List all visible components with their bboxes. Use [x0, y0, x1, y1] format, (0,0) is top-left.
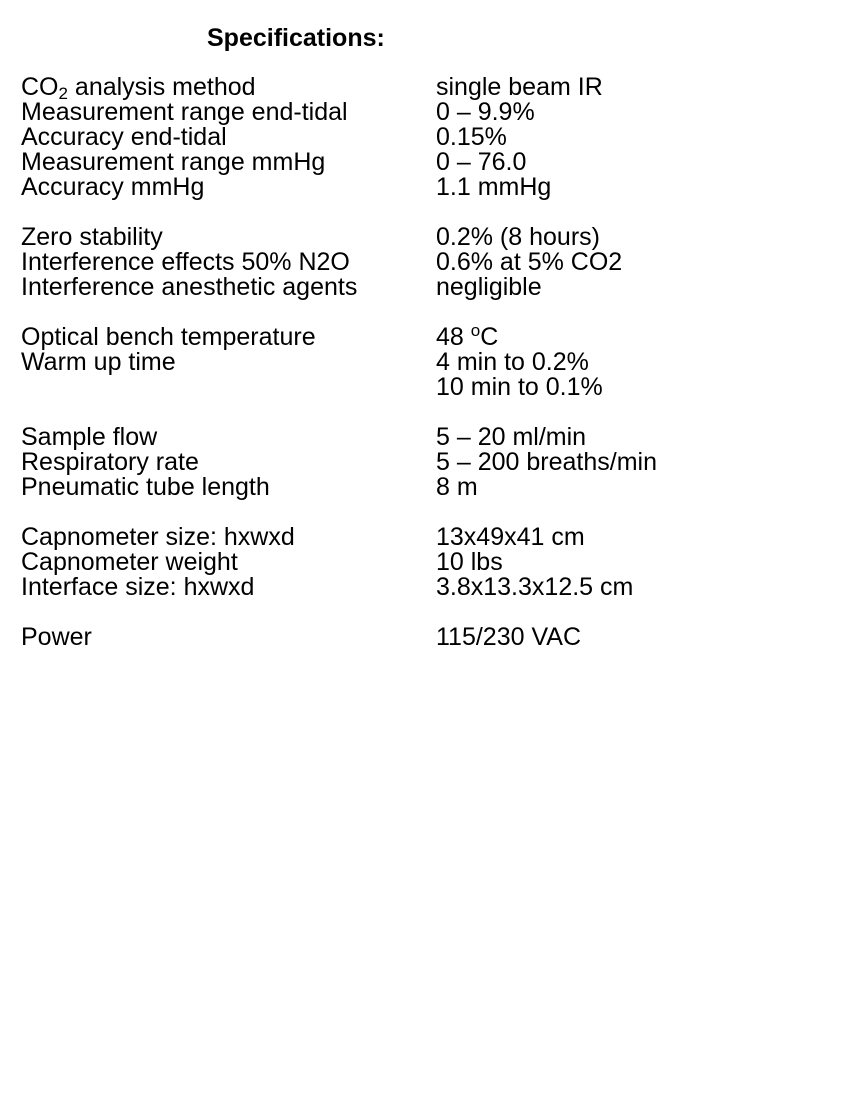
spec-group-stability: [21, 225, 821, 300]
spec-label: [21, 375, 436, 400]
spec-group-temperature: [21, 321, 821, 401]
spec-label: Interface size: hxwxd: [21, 573, 255, 601]
degree-superscript: o: [470, 321, 481, 340]
spec-value: negligible: [436, 273, 542, 301]
spec-value: 3.8x13.3x12.5 cm: [436, 573, 634, 601]
spec-value-text: C: [480, 323, 499, 351]
spec-label: Measurement range end-tidal: [21, 98, 348, 126]
spec-value: 0 – 76.0: [436, 148, 527, 176]
spec-row: [21, 575, 821, 600]
spec-label: Accuracy mmHg: [21, 173, 205, 201]
spec-label: Respiratory rate: [21, 448, 199, 476]
spec-group-dimensions: [21, 525, 821, 600]
spec-group-sampling: [21, 425, 821, 500]
spec-value: 1.1 mmHg: [436, 173, 552, 201]
spec-label: Accuracy end-tidal: [21, 123, 227, 151]
spec-value: 10 min to 0.1%: [436, 373, 603, 401]
spec-label: Sample flow: [21, 423, 158, 451]
spec-value: 0 – 9.9%: [436, 98, 535, 126]
spec-value: single beam IR: [436, 73, 603, 101]
page-title: Specifications:: [207, 24, 385, 52]
spec-group-gas-analysis: [21, 75, 821, 200]
spec-row: [21, 321, 821, 351]
spec-label: Zero stability: [21, 223, 163, 251]
spec-row: [21, 225, 821, 250]
spec-value: 0.2% (8 hours): [436, 223, 600, 251]
spec-value: 5 – 200 breaths/min: [436, 448, 657, 476]
spec-value: 0.6% at 5% CO2: [436, 248, 623, 276]
spec-row: [21, 125, 821, 150]
spec-value: 4 min to 0.2%: [436, 348, 589, 376]
spec-label: Capnometer weight: [21, 548, 238, 576]
spec-value: [436, 321, 821, 351]
spec-row: [21, 73, 821, 103]
spec-row: [21, 350, 821, 375]
spec-row: [21, 425, 821, 450]
spec-label: Warm up time: [21, 348, 176, 376]
spec-row: [21, 250, 821, 275]
spec-row: [21, 450, 821, 475]
spec-label: Optical bench temperature: [21, 323, 316, 351]
spec-label-text: CO: [21, 73, 59, 101]
spec-value-text: 48: [436, 323, 471, 351]
spec-row: [21, 375, 821, 400]
spec-row: [21, 175, 821, 200]
spec-row: [21, 150, 821, 175]
specifications-list: [21, 75, 821, 675]
spec-label: Power: [21, 623, 92, 651]
spec-label: Interference effects 50% N2O: [21, 248, 350, 276]
spec-label: Measurement range mmHg: [21, 148, 326, 176]
subscript: 2: [58, 84, 68, 103]
spec-value: 13x49x41 cm: [436, 523, 585, 551]
spec-row: [21, 550, 821, 575]
spec-value: 0.15%: [436, 123, 507, 151]
spec-value: 10 lbs: [436, 548, 503, 576]
spec-row: [21, 625, 821, 650]
spec-label: Pneumatic tube length: [21, 473, 270, 501]
spec-label: [21, 73, 436, 103]
spec-row: [21, 475, 821, 500]
spec-group-power: [21, 625, 821, 650]
spec-label: Interference anesthetic agents: [21, 273, 358, 301]
spec-value: 8 m: [436, 473, 478, 501]
spec-label-text: analysis method: [67, 73, 256, 101]
spec-label: Capnometer size: hxwxd: [21, 523, 295, 551]
spec-value: 5 – 20 ml/min: [436, 423, 587, 451]
spec-value: 115/230 VAC: [436, 623, 582, 651]
spec-row: [21, 275, 821, 300]
spec-row: [21, 100, 821, 125]
spec-row: [21, 525, 821, 550]
